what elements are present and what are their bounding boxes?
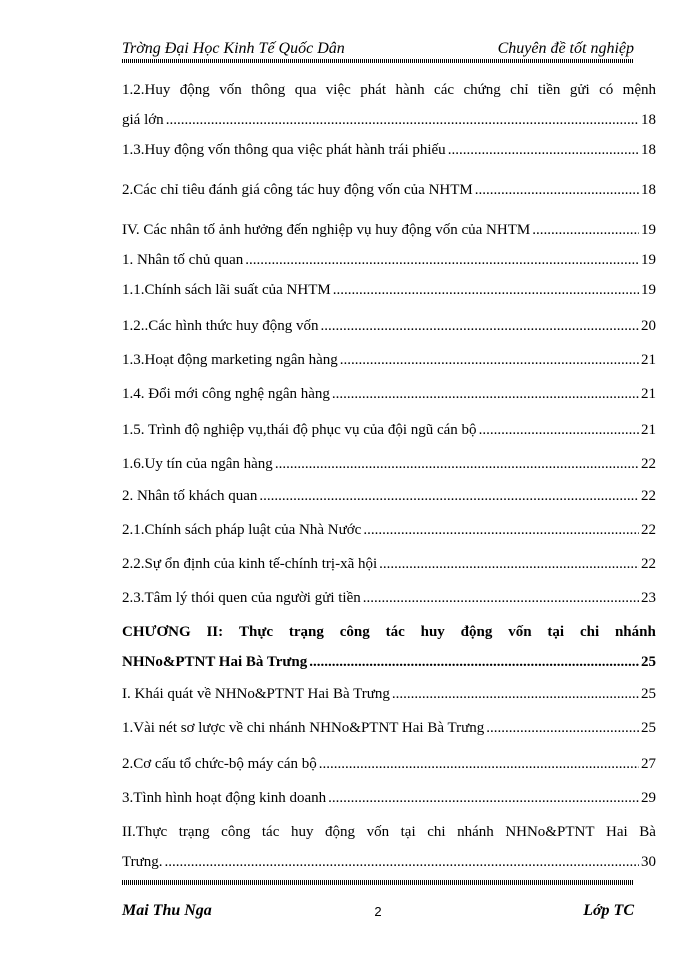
toc-entry-heading: II.Thực trạng công tác huy động vốn tại chi nhánh NHNo&PTNT Hai Bà xyxy=(122,824,656,840)
toc-entry-title: 2.Các chỉ tiêu đánh giá công tác huy động vốn của NHTM xyxy=(122,182,473,198)
toc-entry-title: 2. Nhân tố khách quan xyxy=(122,488,258,504)
toc-entry-page: 22 xyxy=(641,456,656,472)
dot-leader xyxy=(340,350,639,370)
toc-entry-title: I. Khái quát về NHNo&PTNT Hai Bà Trưng xyxy=(122,686,390,702)
toc-entry-page: 30 xyxy=(641,854,656,870)
toc-entry-title: giá lớn xyxy=(122,112,164,128)
toc-entry xyxy=(122,454,656,474)
toc-entry-heading: 1.2.Huy động vốn thông qua việc phát hành các chứng chỉ tiền gửi có mệnh xyxy=(122,82,656,98)
footer-page-number: 2 xyxy=(374,904,382,919)
toc-entry-title: 2.Cơ cấu tổ chức-bộ máy cán bộ xyxy=(122,756,317,772)
dot-leader xyxy=(309,652,639,672)
header-rule xyxy=(122,59,634,63)
dot-leader xyxy=(319,754,639,774)
dot-leader xyxy=(166,110,639,130)
toc-entry xyxy=(122,350,656,370)
toc-entry-page: 18 xyxy=(641,142,656,158)
toc-entry-title: 1.3.Huy động vốn thông qua việc phát hành trái phiếu xyxy=(122,142,446,158)
toc-entry-page: 22 xyxy=(641,488,656,504)
page-header xyxy=(122,38,634,62)
toc-entry-page: 19 xyxy=(641,222,656,238)
toc-entry xyxy=(122,384,656,404)
toc-entry xyxy=(122,486,656,506)
toc-entry-heading: CHƯƠNG II: Thực trạng công tác huy động vốn tại chi nhánh xyxy=(122,624,656,640)
toc-entry-page: 23 xyxy=(641,590,656,606)
toc-entry-title: 1.2..Các hình thức huy động vốn xyxy=(122,318,319,334)
toc-entry xyxy=(122,754,656,774)
toc-entry-page: 25 xyxy=(641,720,656,736)
toc-entry-title: IV. Các nhân tố ảnh hưởng đến nghiệp vụ huy động vốn của NHTM xyxy=(122,222,531,238)
dot-leader xyxy=(532,220,639,240)
dot-leader xyxy=(475,180,639,200)
toc-entry xyxy=(122,180,656,200)
toc-entry-page: 22 xyxy=(641,556,656,572)
toc-entry-title: 2.2.Sự ổn định của kinh tế-chính trị-xã hội xyxy=(122,556,378,572)
dot-leader xyxy=(479,420,639,440)
dot-leader xyxy=(320,316,639,336)
toc-entry-title: NHNo&PTNT Hai Bà Trưng xyxy=(122,654,308,670)
toc-entry-title: 1.4. Đổi mới công nghệ ngân hàng xyxy=(122,386,330,402)
toc-entry-title: 2.3.Tâm lý thói quen của người gửi tiền xyxy=(122,590,361,606)
toc-entry-page: 21 xyxy=(641,386,656,402)
toc-entry-title: 1.5. Trình độ nghiệp vụ,thái độ phục vụ của đội ngũ cán bộ xyxy=(122,422,477,438)
dot-leader xyxy=(275,454,639,474)
toc-entry-title: 3.Tình hình hoạt động kinh doanh xyxy=(122,790,327,806)
toc-entry-title: 1.6.Uy tín của ngân hàng xyxy=(122,456,273,472)
toc-entry-title: 1.1.Chính sách lãi suất của NHTM xyxy=(122,282,331,298)
toc-entry-page: 18 xyxy=(641,182,656,198)
toc-entry xyxy=(122,316,656,336)
toc-entry-title: 1.3.Hoạt động marketing ngân hàng xyxy=(122,352,338,368)
toc-entry-page: 20 xyxy=(641,318,656,334)
dot-leader xyxy=(332,384,639,404)
footer-author: Mai Thu Nga xyxy=(122,902,212,919)
header-university: Trờng Đại Học Kinh Tế Quốc Dân xyxy=(122,40,345,57)
toc-entry xyxy=(122,220,656,240)
dot-leader xyxy=(245,250,639,270)
toc-entry-title: Trưng. xyxy=(122,854,163,870)
toc-entry-title: 1. Nhân tố chủ quan xyxy=(122,252,244,268)
header-document-type: Chuyên đề tốt nghiệp xyxy=(497,40,634,57)
toc-entry-page: 19 xyxy=(641,282,656,298)
toc-entry xyxy=(122,718,656,738)
toc-entry xyxy=(122,420,656,440)
toc-entry xyxy=(122,250,656,270)
toc-entry xyxy=(122,822,656,872)
toc-entry xyxy=(122,140,656,160)
toc-entry xyxy=(122,520,656,540)
toc-entry-page: 25 xyxy=(641,654,656,670)
footer-class: Lớp TC xyxy=(583,902,634,919)
toc-entry-title: 2.1.Chính sách pháp luật của Nhà Nước xyxy=(122,522,362,538)
dot-leader xyxy=(363,588,639,608)
toc-entry-page: 25 xyxy=(641,686,656,702)
toc-entry xyxy=(122,788,656,808)
toc-entry xyxy=(122,280,656,300)
toc-entry xyxy=(122,588,656,608)
dot-leader xyxy=(328,788,639,808)
dot-leader xyxy=(259,486,639,506)
toc-entry xyxy=(122,684,656,704)
dot-leader xyxy=(363,520,639,540)
toc-entry xyxy=(122,80,656,130)
toc-entry xyxy=(122,622,656,672)
dot-leader xyxy=(448,140,639,160)
footer-rule xyxy=(122,880,634,885)
toc-entry-page: 29 xyxy=(641,790,656,806)
dot-leader xyxy=(392,684,639,704)
toc-entry-page: 21 xyxy=(641,352,656,368)
toc-entry-page: 27 xyxy=(641,756,656,772)
toc-entry-page: 22 xyxy=(641,522,656,538)
dot-leader xyxy=(165,852,639,872)
toc-entry-page: 21 xyxy=(641,422,656,438)
toc-entry-page: 18 xyxy=(641,112,656,128)
dot-leader xyxy=(486,718,639,738)
toc-entry xyxy=(122,554,656,574)
dot-leader xyxy=(379,554,639,574)
toc-entry-page: 19 xyxy=(641,252,656,268)
dot-leader xyxy=(333,280,639,300)
toc-entry-title: 1.Vài nét sơ lược về chi nhánh NHNo&PTNT Hai Bà Trưng xyxy=(122,720,485,736)
